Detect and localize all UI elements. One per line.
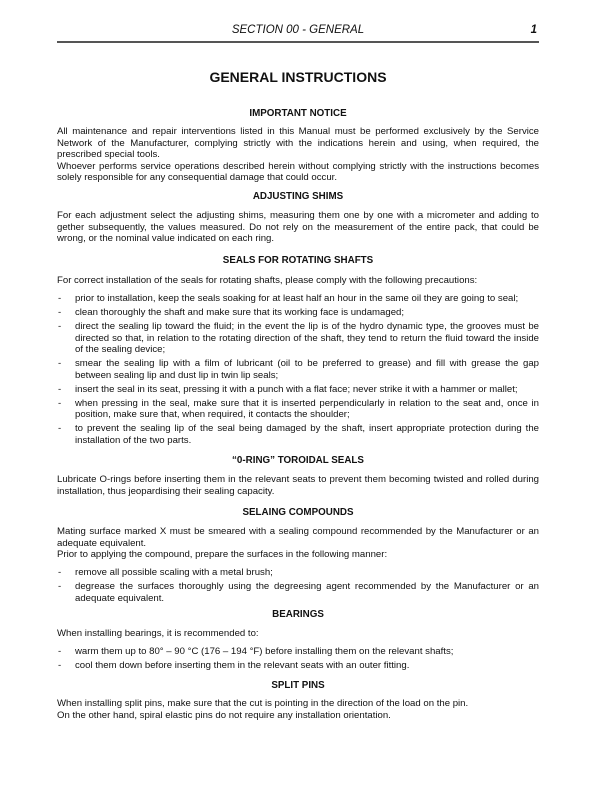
paragraph: For each adjustment select the adjusting shims, measuring them one by one with a micrometer and adding to gether subsequently, the values measured. Do not rely on the measurement of the entire pack, that could be wrong, or the nominal value indicated on each ring. xyxy=(57,210,539,245)
header-rule xyxy=(57,41,539,43)
section-title: SECTION 00 - GENERAL xyxy=(231,24,365,36)
page-header xyxy=(57,24,539,40)
paragraph: When installing bearings, it is recommended to: xyxy=(57,628,259,639)
heading-o-ring: “0-RING” TOROIDAL SEALS xyxy=(232,455,364,466)
bearings-list xyxy=(57,646,539,674)
compounds-list xyxy=(57,567,539,607)
list-item: - clean thoroughly the shaft and make sure that its working face is undamaged; xyxy=(58,306,405,318)
heading-split-pins: SPLIT PINS xyxy=(271,680,325,691)
list-item: - when pressing in the seal, make sure that it is inserted perpendicularly in relation to the seat and, once in position, make sure that, when required, it contacts the shoulder; xyxy=(58,397,539,421)
paragraph: For correct installation of the seals for rotating shafts, please comply with the following precautions: xyxy=(57,275,478,286)
list-item: - smear the sealing lip with a film of lubricant (oil to be preferred to grease) and fill with grease the gap between sealing lip and dust lip in twin lip seals; xyxy=(58,358,539,381)
paragraph: When installing split pins, make sure that the cut is pointing in the direction of the load on the pin. xyxy=(57,698,469,709)
paragraph: Prior to applying the compound, prepare the surfaces in the following manner: xyxy=(57,549,388,561)
list-item: - degrease the surfaces thoroughly using the degreesing agent recommended by the Manufacturer or an adequate equivalent. xyxy=(58,580,539,604)
list-item: - direct the sealing lip toward the fluid; in the event the lip is of the hydro dynamic type, the grooves must be directed so that, in relation to the rotating direction of the shaft, they tend to return the fluid toward the inside of the sealing device; xyxy=(58,320,539,356)
split-pins-text xyxy=(57,698,539,721)
paragraph: Lubricate O-rings before inserting them in the relevant seats to prevent them becoming twisted and rolled during installation, thus jeopardising their sealing capacity. xyxy=(57,474,539,497)
heading-seals: SEALS FOR ROTATING SHAFTS xyxy=(222,255,374,266)
page-number: 1 xyxy=(530,24,537,36)
paragraph: Mating surface marked X must be smeared with a sealing compound recommended by the Manufacturer or an adequate equivalent. xyxy=(57,526,539,549)
paragraph: All maintenance and repair interventions listed in this Manual must be performed exclusively by the Service Network of the Manufacturer, complying strictly with the indications herein and using, when required, the prescribed special tools. xyxy=(57,126,539,161)
heading-sealing-compounds: SELAING COMPOUNDS xyxy=(242,507,354,518)
list-item: - warm them up to 80° – 90 °C (176 – 194 °F) before installing them on the relevant shafts; xyxy=(58,646,454,657)
list-item: - to prevent the sealing lip of the seal being damaged by the shaft, insert appropriate protection during the installation of the two parts. xyxy=(58,423,539,446)
compounds-text xyxy=(57,526,539,561)
seals-list xyxy=(57,293,539,449)
list-item: - cool them down before inserting them in the relevant seats with an outer fitting. xyxy=(58,659,410,671)
important-notice-text xyxy=(57,126,539,184)
list-item: - prior to installation, keep the seals soaking for at least half an hour in the same oil they are going to seal; xyxy=(58,293,519,304)
paragraph: On the other hand, spiral elastic pins do not require any installation orientation. xyxy=(57,709,391,721)
list-item: - remove all possible scaling with a metal brush; xyxy=(58,567,273,578)
paragraph: Whoever performs service operations described herein without complying strictly with the instructions becomes solely responsible for any consequential damage that could occur. xyxy=(57,160,539,184)
page-title: GENERAL INSTRUCTIONS xyxy=(209,69,387,85)
heading-important-notice: IMPORTANT NOTICE xyxy=(249,108,347,119)
list-item: - insert the seal in its seat, pressing it with a punch with a flat face; never strike it with a hammer or mallet; xyxy=(58,383,518,395)
heading-bearings: BEARINGS xyxy=(272,609,324,620)
heading-adjusting-shims: ADJUSTING SHIMS xyxy=(252,191,344,202)
